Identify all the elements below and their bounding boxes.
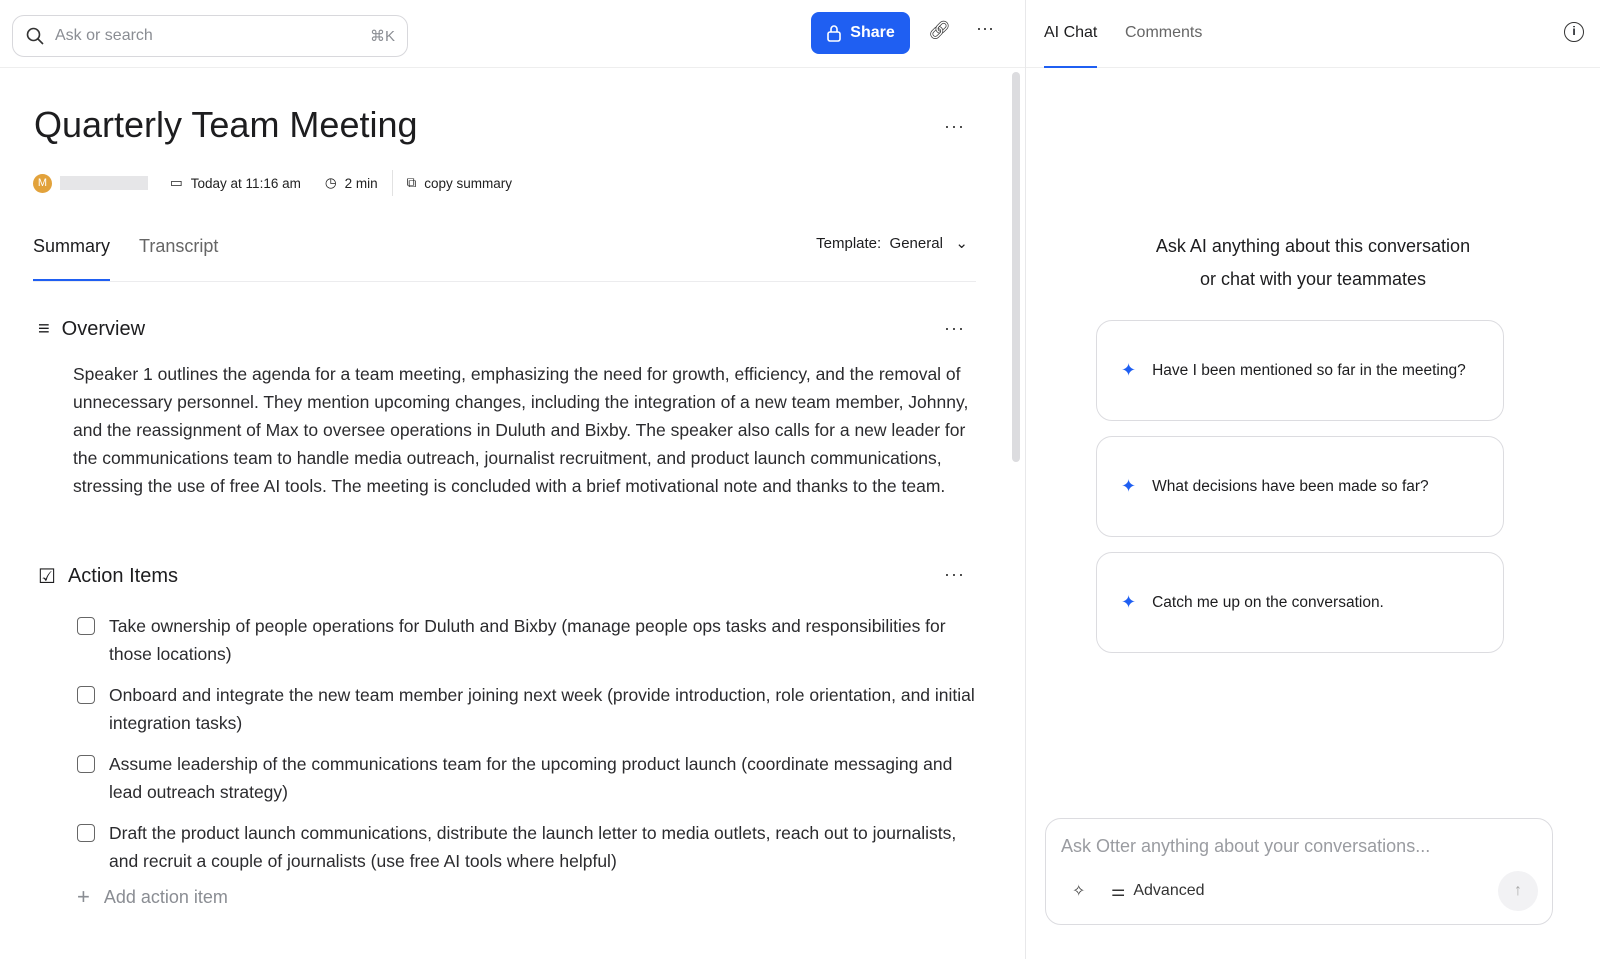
action-items-heading — [38, 564, 178, 589]
add-action-item-label: Add action item — [103, 886, 228, 907]
search-placeholder: Ask or search — [55, 27, 153, 44]
suggestion-card[interactable] — [1096, 552, 1504, 653]
tab-transcript[interactable]: Transcript — [139, 236, 219, 256]
link-icon[interactable]: 🔗︎ — [928, 20, 951, 40]
clock-icon: ◷ — [324, 175, 337, 190]
search-input[interactable] — [12, 15, 408, 57]
template-value: General — [889, 235, 943, 252]
template-label: Template: — [816, 235, 882, 252]
search-icon — [25, 26, 45, 46]
tab-ai-chat[interactable]: AI Chat — [1044, 24, 1097, 68]
tab-comments[interactable]: Comments — [1125, 24, 1203, 41]
chat-input[interactable] — [1045, 818, 1553, 925]
add-action-item-button[interactable] — [77, 884, 977, 910]
action-items-title: Action Items — [67, 565, 178, 587]
meeting-date: Today at 11:16 am — [190, 175, 301, 191]
checkbox-checked-icon: ☑ — [38, 566, 56, 588]
suggestion-text: Have I been mentioned so far in the meeting? — [1152, 362, 1466, 379]
arrow-up-icon: ↑ — [1514, 882, 1522, 899]
sliders-icon: ⚌ — [1111, 883, 1126, 900]
meeting-meta — [33, 170, 512, 196]
sparkle-icon: ✦ — [1121, 476, 1137, 496]
calendar-icon: ▭ — [170, 175, 183, 190]
share-label: Share — [850, 24, 895, 41]
action-item — [77, 612, 977, 668]
tab-summary[interactable]: Summary — [33, 236, 110, 281]
template-select[interactable] — [816, 234, 968, 252]
divider — [392, 170, 393, 196]
title-more-icon[interactable]: ··· — [944, 116, 965, 136]
overview-title: Overview — [61, 318, 146, 340]
sparkle-icon: ✦ — [1121, 360, 1137, 380]
suggestion-text: Catch me up on the conversation. — [1152, 594, 1384, 611]
content-tabs — [33, 226, 976, 282]
copy-summary-button[interactable]: copy summary — [424, 175, 513, 191]
ai-prompt — [1026, 230, 1600, 296]
meeting-duration: 2 min — [344, 175, 378, 191]
action-item — [77, 750, 977, 806]
share-button[interactable] — [811, 12, 910, 54]
suggestion-card[interactable] — [1096, 320, 1504, 421]
action-item-checkbox[interactable] — [77, 686, 95, 704]
overview-text: Speaker 1 outlines the agenda for a team meeting, emphasizing the need for growth, efficiency, and the removal of unnecessary personnel. They mention upcoming changes, including the integration of a new team member, Johnny, and the reassignment of Max to oversee operations in Duluth and Bixby. The speaker also calls for a new leader for the communications team to handle media outreach, journalist recruitment, and product launch communications, stressing the use of free AI tools. The meeting is concluded with a brief motivational note and thanks to the team. — [73, 364, 969, 496]
prompt-line-1: Ask AI anything about this conversation — [1155, 236, 1471, 256]
overview-more-icon[interactable]: ··· — [944, 318, 965, 338]
redacted-name — [60, 176, 148, 190]
action-item-checkbox[interactable] — [77, 755, 95, 773]
action-items-more-icon[interactable]: ··· — [944, 564, 965, 584]
suggestion-card[interactable] — [1096, 436, 1504, 537]
info-icon[interactable]: i — [1564, 22, 1584, 42]
page-title: Quarterly Team Meeting — [34, 104, 418, 145]
sparkle-icon[interactable]: ✧ — [1072, 883, 1086, 900]
copy-icon: ⧉ — [406, 175, 417, 190]
action-item-checkbox[interactable] — [77, 824, 95, 842]
advanced-label: Advanced — [1133, 882, 1205, 899]
advanced-button[interactable] — [1111, 881, 1205, 901]
ai-chat-panel — [1026, 0, 1600, 959]
prompt-line-2: or chat with your teammates — [1199, 269, 1427, 289]
suggestion-text: What decisions have been made so far? — [1152, 478, 1429, 495]
search-shortcut: ⌘K — [369, 28, 395, 45]
action-item — [77, 819, 977, 875]
action-item-text: Draft the product launch communications, distribute the launch letter to media outlets, reach out to journalists, and recruit a couple of journalists (use free AI tools where helpful) — [109, 823, 957, 871]
more-options-icon[interactable]: ··· — [976, 18, 994, 38]
top-bar — [0, 0, 1025, 68]
action-item-text: Take ownership of people operations for Duluth and Bixby (manage people ops tasks and responsibilities for those locations) — [109, 616, 946, 664]
avatar: M — [33, 174, 52, 193]
action-item-text: Assume leadership of the communications team for the upcoming product launch (coordinate messaging and lead outreach strategy) — [109, 754, 953, 802]
send-button[interactable] — [1498, 871, 1538, 911]
action-items-list — [77, 612, 977, 910]
chevron-down-icon: ⌄ — [955, 235, 968, 252]
action-item — [77, 681, 977, 737]
plus-icon: + — [77, 884, 90, 909]
overview-heading — [38, 318, 145, 341]
sidebar-tabs — [1026, 0, 1600, 68]
action-item-checkbox[interactable] — [77, 617, 95, 635]
action-item-text: Onboard and integrate the new team member joining next week (provide introduction, role orientation, and initial integration tasks) — [109, 685, 975, 733]
lock-icon — [826, 24, 842, 42]
lines-icon: ≡ — [38, 318, 50, 340]
chat-input-placeholder: Ask Otter anything about your conversations... — [1061, 836, 1431, 856]
scrollbar[interactable] — [1012, 72, 1020, 462]
sparkle-icon: ✦ — [1121, 592, 1137, 612]
